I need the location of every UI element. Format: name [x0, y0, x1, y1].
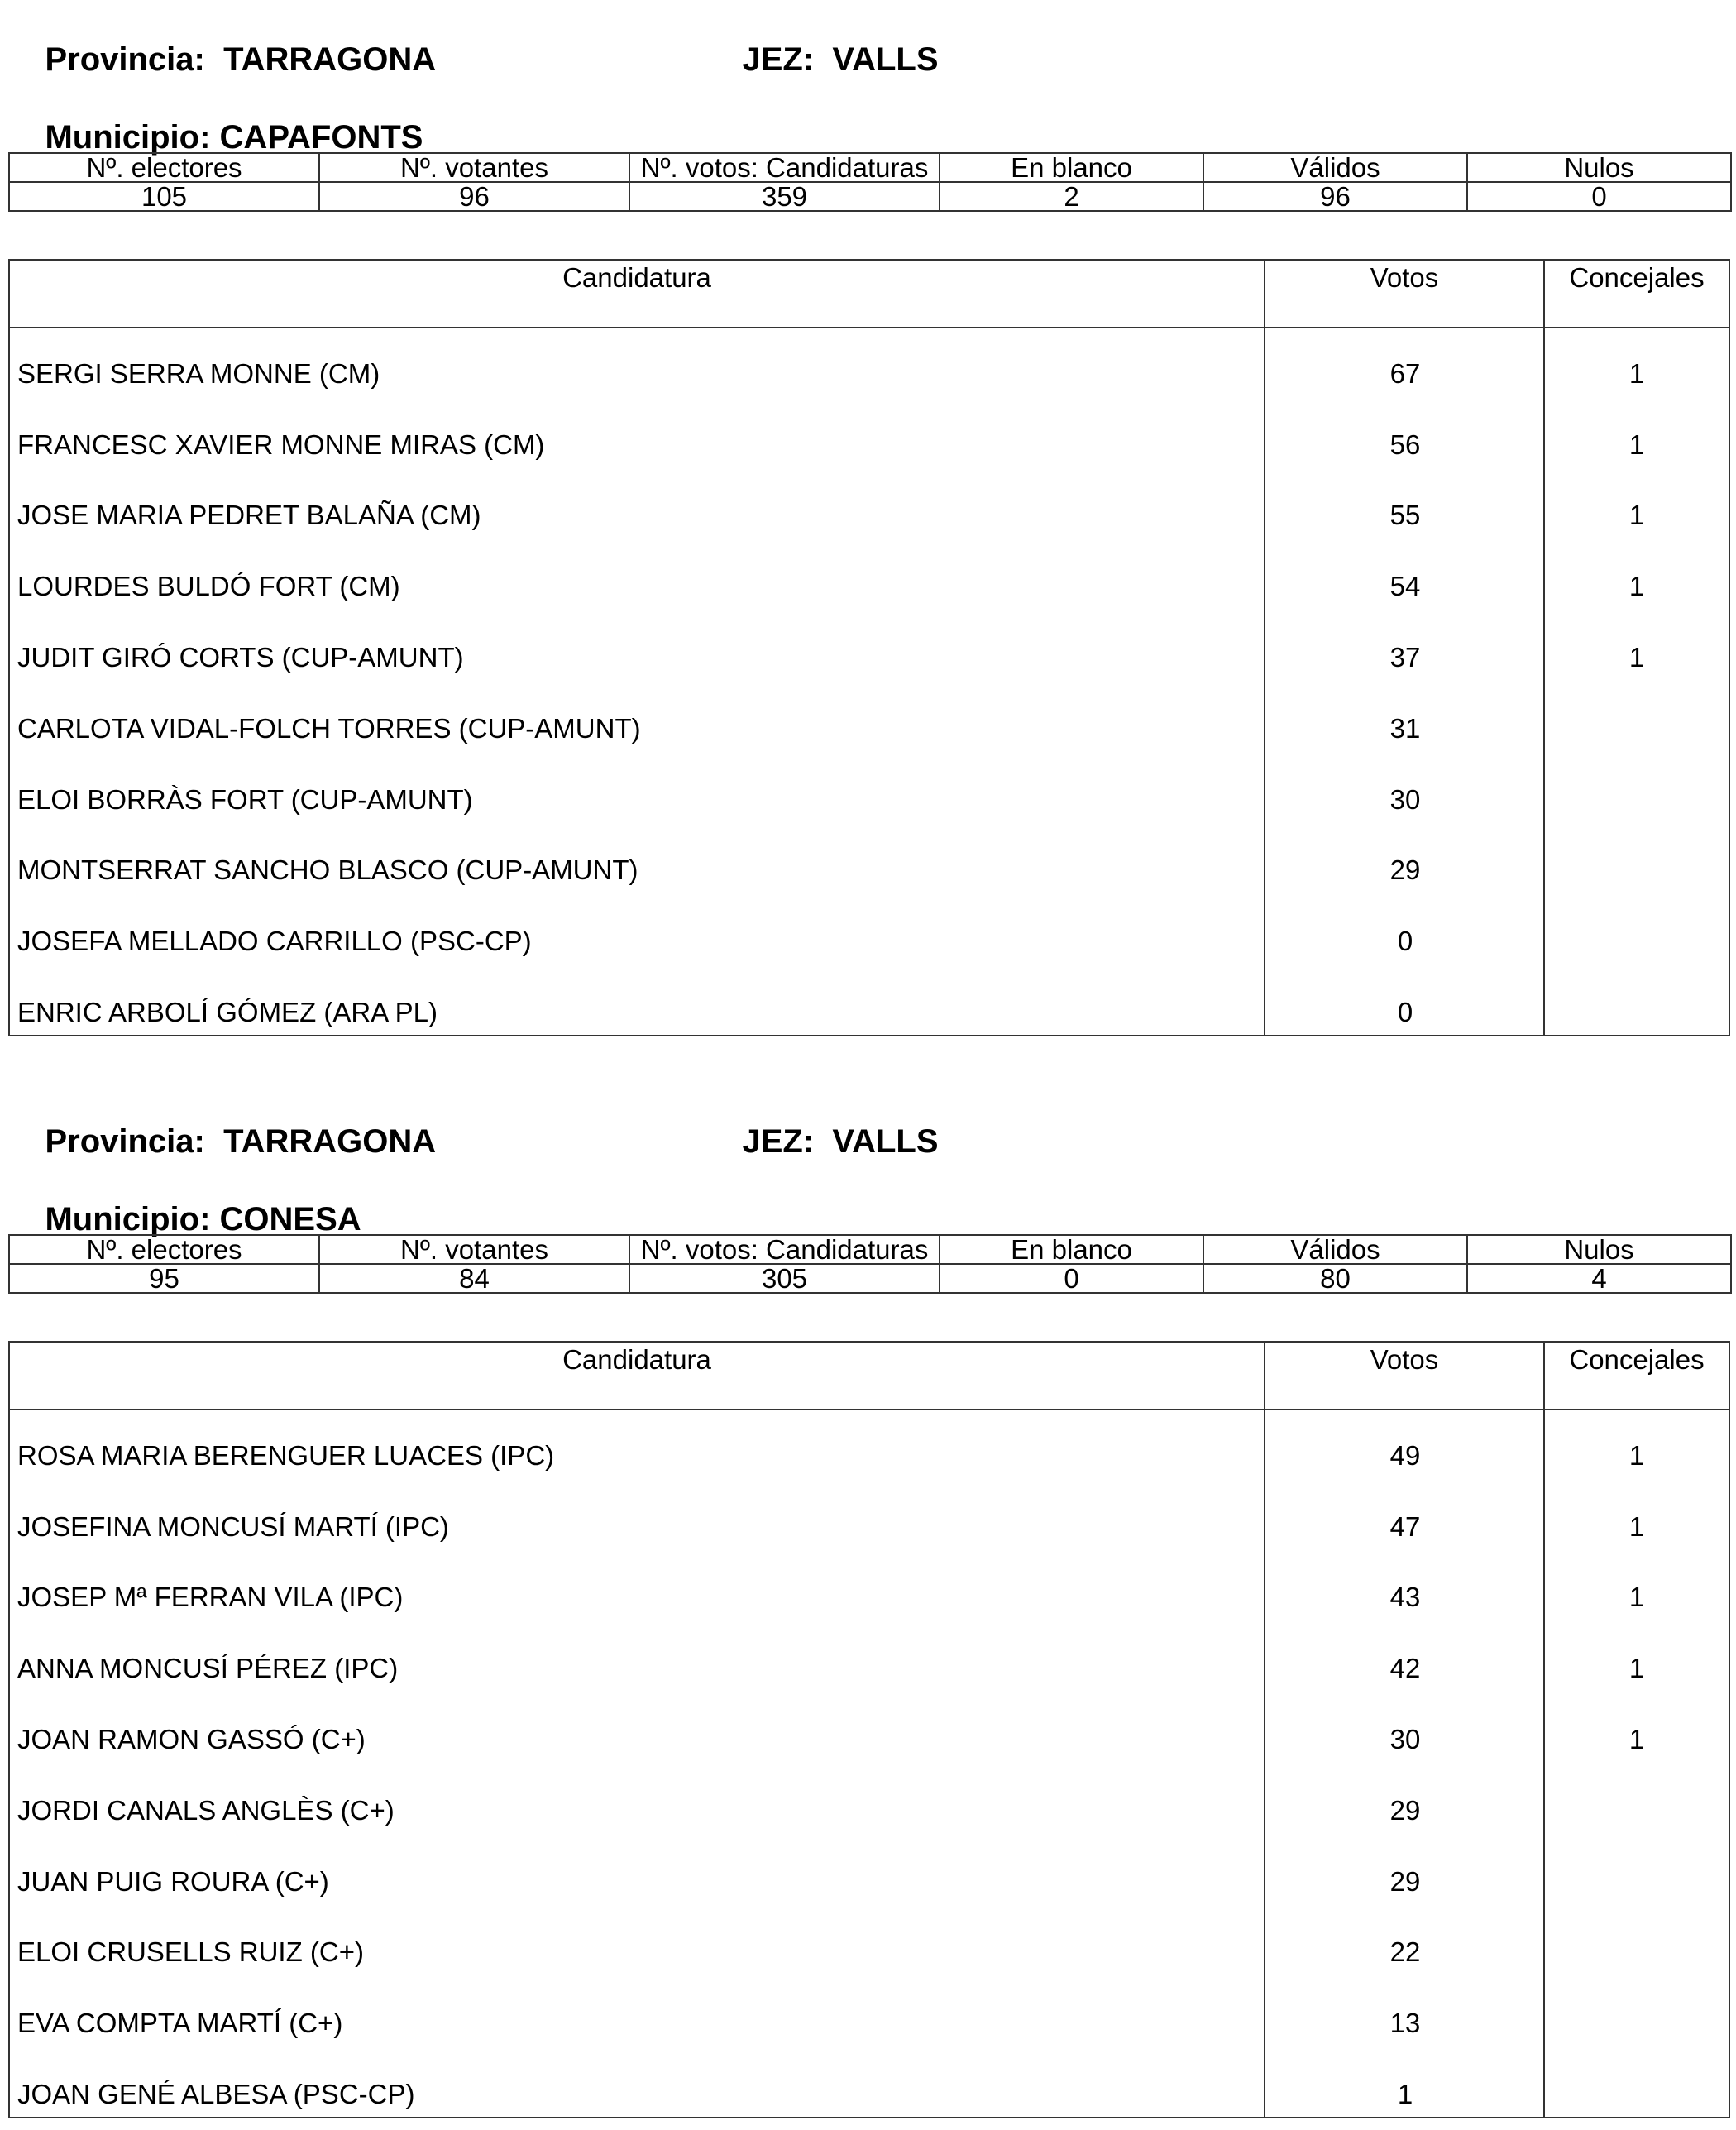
candidate-concejales: 1	[1628, 1510, 1645, 1542]
provincia-value: TARRAGONA	[223, 41, 437, 78]
table-row	[10, 1633, 1729, 1704]
summary-header-cell: Nº. votos: Candidaturas	[629, 153, 940, 182]
header-candidatura: Candidatura	[10, 261, 1265, 327]
candidate-votes: 0	[1397, 926, 1413, 957]
table-row	[10, 1988, 1729, 2059]
summary-header-cell: En blanco	[940, 1235, 1203, 1264]
candidate-concejales	[1545, 1917, 1729, 1989]
summary-value-cell: 0	[1467, 182, 1731, 211]
candidate-concejales: 1	[1628, 1582, 1645, 1613]
jez-label: JEZ:	[742, 41, 815, 78]
candidate-votes: 29	[1389, 1865, 1421, 1897]
municipio-label: Municipio:	[45, 1201, 211, 1237]
candidate-concejales: 1	[1628, 1653, 1645, 1684]
table-row	[10, 551, 1729, 622]
candidate-name: FRANCESC XAVIER MONNE MIRAS (CM)	[17, 428, 545, 460]
candidate-concejales: 1	[1628, 642, 1645, 673]
table-row	[10, 1563, 1729, 1634]
provincia-value: TARRAGONA	[223, 1123, 437, 1160]
candidate-name: JOSE MARIA PEDRET BALAÑA (CM)	[17, 500, 481, 531]
summary-header-row	[9, 1235, 1731, 1264]
candidate-votes: 67	[1389, 357, 1421, 389]
candidate-votes: 37	[1389, 642, 1421, 673]
table-row	[10, 1704, 1729, 1775]
candidate-name: JOSEFINA MONCUSÍ MARTÍ (IPC)	[17, 1510, 449, 1542]
candidate-votes: 29	[1389, 854, 1421, 886]
jez-heading	[705, 0, 939, 119]
table-row	[10, 481, 1729, 552]
summary-header-cell: Nº. electores	[9, 153, 319, 182]
table-row	[10, 338, 1729, 409]
candidate-votes: 1	[1397, 2079, 1413, 2110]
table-row	[10, 1917, 1729, 1989]
candidate-votes: 29	[1389, 1794, 1421, 1826]
candidate-concejales	[1545, 835, 1729, 907]
header-concejales: Concejales	[1569, 262, 1705, 293]
provincia-label: Provincia:	[45, 41, 205, 78]
candidate-concejales	[1545, 693, 1729, 764]
table-row	[10, 1846, 1729, 1917]
candidate-name: SERGI SERRA MONNE (CM)	[17, 357, 380, 389]
summary-header-cell: En blanco	[940, 153, 1203, 182]
candidate-votes: 49	[1389, 1439, 1421, 1471]
summary-header-cell: Nº. votantes	[319, 1235, 629, 1264]
candidate-name: JUDIT GIRÓ CORTS (CUP-AMUNT)	[17, 642, 464, 673]
candidate-concejales: 1	[1628, 1439, 1645, 1471]
summary-value-cell: 80	[1203, 1264, 1467, 1293]
table-row	[10, 693, 1729, 764]
table-row	[10, 1491, 1729, 1563]
candidate-name: JOAN GENÉ ALBESA (PSC-CP)	[17, 2079, 415, 2110]
candidate-votes: 30	[1389, 1724, 1421, 1755]
jez-heading	[705, 1082, 939, 1201]
summary-value-cell: 4	[1467, 1264, 1731, 1293]
results-body	[10, 328, 1729, 1048]
table-row	[10, 906, 1729, 977]
table-row	[10, 1775, 1729, 1846]
summary-header-cell: Nulos	[1467, 1235, 1731, 1264]
summary-value-row	[9, 1264, 1731, 1293]
candidate-concejales: 1	[1628, 1724, 1645, 1755]
summary-header-cell: Nº. electores	[9, 1235, 319, 1264]
table-row	[10, 2059, 1729, 2130]
candidate-concejales	[1545, 1988, 1729, 2059]
header-votos: Votos	[1265, 261, 1545, 327]
candidate-name: ROSA MARIA BERENGUER LUACES (IPC)	[17, 1439, 555, 1471]
results-header-row	[10, 1343, 1729, 1410]
candidate-votes: 13	[1389, 2008, 1421, 2039]
summary-header-cell: Válidos	[1203, 1235, 1467, 1264]
header-votos: Votos	[1265, 1343, 1545, 1409]
candidate-name: JOSEFA MELLADO CARRILLO (PSC-CP)	[17, 926, 532, 957]
candidate-concejales	[1545, 2059, 1729, 2130]
summary-value-cell: 95	[9, 1264, 319, 1293]
candidate-votes: 42	[1389, 1653, 1421, 1684]
candidate-name: EVA COMPTA MARTÍ (C+)	[17, 2008, 343, 2039]
candidate-name: ENRIC ARBOLÍ GÓMEZ (ARA PL)	[17, 997, 438, 1028]
candidate-votes: 31	[1389, 712, 1421, 744]
candidate-votes: 30	[1389, 783, 1421, 815]
results-table	[8, 259, 1730, 1036]
candidate-name: JOSEP Mª FERRAN VILA (IPC)	[17, 1582, 404, 1613]
candidate-votes: 43	[1389, 1582, 1421, 1613]
candidate-concejales	[1545, 1846, 1729, 1917]
summary-value-cell: 2	[940, 182, 1203, 211]
municipio-value: CAPAFONTS	[219, 119, 423, 156]
results-table	[8, 1341, 1730, 2118]
candidate-votes: 55	[1389, 500, 1421, 531]
candidate-votes: 47	[1389, 1510, 1421, 1542]
municipio-label: Municipio:	[45, 119, 211, 156]
candidate-name: LOURDES BULDÓ FORT (CM)	[17, 571, 400, 602]
summary-header-cell: Nº. votantes	[319, 153, 629, 182]
summary-header-cell: Válidos	[1203, 153, 1467, 182]
summary-value-cell: 0	[940, 1264, 1203, 1293]
table-row	[10, 1420, 1729, 1491]
candidate-concejales	[1545, 1775, 1729, 1846]
table-row	[10, 409, 1729, 481]
table-row	[10, 835, 1729, 907]
summary-value-cell: 105	[9, 182, 319, 211]
summary-value-cell: 359	[629, 182, 940, 211]
jez-value: VALLS	[832, 1123, 939, 1160]
summary-table	[8, 152, 1732, 212]
candidate-concejales	[1545, 764, 1729, 835]
table-row	[10, 764, 1729, 835]
summary-value-cell: 84	[319, 1264, 629, 1293]
candidate-name: ELOI BORRÀS FORT (CUP-AMUNT)	[17, 783, 473, 815]
candidate-name: ELOI CRUSELLS RUIZ (C+)	[17, 1936, 365, 1968]
candidate-votes: 56	[1389, 428, 1421, 460]
candidate-name: ANNA MONCUSÍ PÉREZ (IPC)	[17, 1653, 399, 1684]
summary-value-cell: 96	[319, 182, 629, 211]
candidate-name: JORDI CANALS ANGLÈS (C+)	[17, 1794, 395, 1826]
summary-value-cell: 305	[629, 1264, 940, 1293]
summary-header-cell: Nº. votos: Candidaturas	[629, 1235, 940, 1264]
jez-value: VALLS	[832, 41, 939, 78]
candidate-name: JUAN PUIG ROURA (C+)	[17, 1865, 329, 1897]
candidate-votes: 0	[1397, 997, 1413, 1028]
candidate-concejales: 1	[1628, 500, 1645, 531]
results-header-row	[10, 261, 1729, 328]
candidate-concejales: 1	[1628, 357, 1645, 389]
header-candidatura: Candidatura	[10, 1343, 1265, 1409]
candidate-name: JOAN RAMON GASSÓ (C+)	[17, 1724, 366, 1755]
municipio-value: CONESA	[219, 1201, 361, 1237]
provincia-label: Provincia:	[45, 1123, 205, 1160]
summary-header-row	[9, 153, 1731, 182]
results-body	[10, 1410, 1729, 2130]
candidate-concejales	[1545, 906, 1729, 977]
candidate-name: MONTSERRAT SANCHO BLASCO (CUP-AMUNT)	[17, 854, 638, 886]
table-row	[10, 622, 1729, 693]
candidate-votes: 22	[1389, 1936, 1421, 1968]
header-concejales: Concejales	[1569, 1344, 1705, 1375]
candidate-name: CARLOTA VIDAL-FOLCH TORRES (CUP-AMUNT)	[17, 712, 641, 744]
summary-table	[8, 1234, 1732, 1294]
jez-label: JEZ:	[742, 1123, 815, 1160]
table-row	[10, 977, 1729, 1048]
candidate-votes: 54	[1389, 571, 1421, 602]
candidate-concejales	[1545, 977, 1729, 1048]
summary-value-row	[9, 182, 1731, 211]
summary-value-cell: 96	[1203, 182, 1467, 211]
summary-header-cell: Nulos	[1467, 153, 1731, 182]
candidate-concejales: 1	[1628, 571, 1645, 602]
candidate-concejales: 1	[1628, 428, 1645, 460]
